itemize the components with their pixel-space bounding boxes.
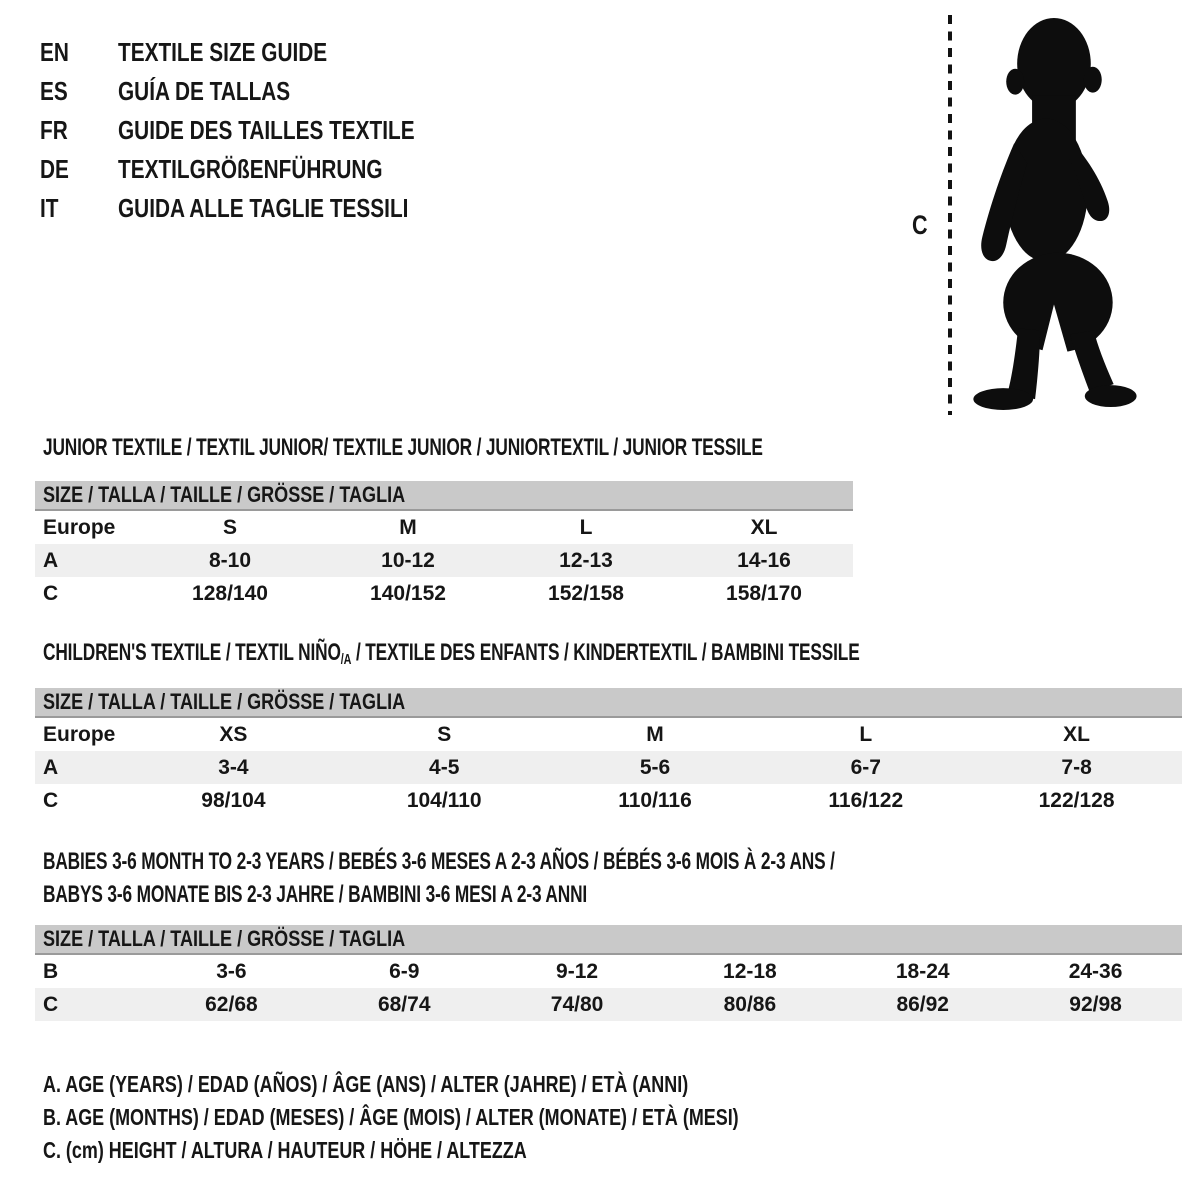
- height-measure-dashed-line: [948, 15, 952, 420]
- age-cell: 12-18: [723, 960, 777, 983]
- height-cell: 158/170: [726, 582, 802, 605]
- junior-section-title: JUNIOR TEXTILE / TEXTIL JUNIOR/ TEXTILE JUNIOR / JUNIORTEXTIL / JUNIOR TESSILE: [43, 434, 763, 461]
- legend-age-months: B. AGE (MONTHS) / EDAD (MESES) / ÂGE (MOIS) / ALTER (MONATE) / ETÀ (MESI): [43, 1104, 739, 1130]
- table-row-height: [35, 784, 1182, 817]
- size-cell: XS: [219, 723, 248, 746]
- age-cell: 3-4: [218, 756, 249, 779]
- children-size-table: [35, 688, 1182, 817]
- babies-section-title-line1: BABIES 3-6 MONTH TO 2-3 YEARS / BEBÉS 3-6 MESES A 2-3 AÑOS / BÉBÉS 3-6 MOIS À 2-3 ANS /: [43, 848, 835, 875]
- size-cell: S: [437, 723, 452, 746]
- lang-title-es: GUÍA DE TALLAS: [118, 76, 291, 106]
- age-cell: 8-10: [208, 549, 252, 572]
- height-cell: 62/68: [205, 993, 258, 1016]
- height-cell: 110/116: [618, 789, 692, 812]
- size-cell: M: [399, 516, 417, 539]
- table-row-height: [35, 577, 853, 610]
- age-cell: 6-9: [389, 960, 420, 983]
- size-cell: S: [222, 516, 237, 539]
- lang-title-en: TEXTILE SIZE GUIDE: [118, 37, 328, 67]
- height-cell: 116/122: [828, 789, 904, 812]
- height-cell: 92/98: [1069, 993, 1122, 1016]
- height-cell: 80/86: [723, 993, 777, 1016]
- children-section-title: CHILDREN'S TEXTILE / TEXTIL NIÑO/A / TEXTILE DES ENFANTS / KINDERTEXTIL / BAMBINI TESSILE: [43, 639, 860, 668]
- row-label: C: [43, 993, 59, 1016]
- age-cell: 3-6: [216, 960, 247, 983]
- size-cell: M: [646, 723, 664, 746]
- age-cell: 18-24: [895, 960, 950, 983]
- size-header-label: SIZE / TALLA / TAILLE / GRÖSSE / TAGLIA: [43, 926, 406, 951]
- table-row-age: [35, 544, 853, 577]
- lang-code-it: IT: [40, 193, 59, 223]
- height-cell: 86/92: [896, 993, 949, 1016]
- table-row-europe: [35, 718, 1182, 751]
- height-cell: 74/80: [550, 993, 604, 1016]
- age-cell: 4-5: [429, 756, 460, 779]
- lang-code-en: EN: [40, 37, 69, 67]
- row-label: C: [43, 582, 59, 605]
- height-cell: 98/104: [201, 789, 266, 812]
- row-label: B: [43, 960, 59, 983]
- row-label: A: [43, 549, 59, 572]
- baby-silhouette-icon: [958, 16, 1140, 419]
- row-label: C: [43, 789, 59, 812]
- table-row-age: [35, 751, 1182, 784]
- size-header-band: [35, 481, 853, 511]
- babies-size-table: [35, 925, 1182, 1021]
- nino-a-subscript: /A: [340, 651, 352, 668]
- age-cell: 6-7: [850, 756, 881, 779]
- junior-size-table: [35, 481, 853, 610]
- lang-code-es: ES: [40, 76, 68, 106]
- table-row-height: [35, 988, 1182, 1021]
- size-cell: XL: [1063, 723, 1090, 746]
- table-row-age-months: [35, 955, 1182, 988]
- height-cell: 68/74: [377, 993, 431, 1016]
- legend-age-years: A. AGE (YEARS) / EDAD (AÑOS) / ÂGE (ANS) / ALTER (JAHRE) / ETÀ (ANNI): [43, 1071, 689, 1097]
- height-cell: 104/110: [406, 789, 482, 812]
- size-cell: L: [859, 723, 873, 746]
- age-cell: 14-16: [737, 549, 791, 572]
- age-cell: 7-8: [1061, 756, 1092, 779]
- age-cell: 24-36: [1068, 960, 1123, 983]
- size-header-band: [35, 688, 1182, 718]
- age-cell: 10-12: [381, 549, 435, 572]
- size-header-label: SIZE / TALLA / TAILLE / GRÖSSE / TAGLIA: [43, 482, 406, 507]
- language-title-list: [40, 33, 489, 228]
- size-cell: XL: [750, 516, 778, 539]
- lang-row-en: [40, 33, 489, 72]
- lang-row-it: [40, 189, 489, 228]
- lang-title-it: GUIDA ALLE TAGLIE TESSILI: [118, 193, 409, 223]
- height-cell: 122/128: [1038, 789, 1115, 812]
- lang-title-de: TEXTILGRÖßENFÜHRUNG: [118, 154, 383, 184]
- babies-section-title-line2: BABYS 3-6 MONATE BIS 2-3 JAHRE / BAMBINI 3-6 MESI A 2-3 ANNI: [43, 881, 588, 908]
- lang-row-fr: [40, 111, 489, 150]
- lang-row-de: [40, 150, 489, 189]
- lang-code-fr: FR: [40, 115, 68, 145]
- size-header-band: [35, 925, 1182, 955]
- height-cell: 140/152: [370, 582, 446, 605]
- lang-code-de: DE: [40, 154, 69, 184]
- size-cell: L: [579, 516, 593, 539]
- lang-title-fr: GUIDE DES TAILLES TEXTILE: [118, 115, 415, 145]
- height-cell: 128/140: [192, 582, 268, 605]
- table-row-europe: [35, 511, 853, 544]
- legend-height-cm: C. (cm) HEIGHT / ALTURA / HAUTEUR / HÖHE / ALTEZZA: [43, 1137, 527, 1163]
- row-label: Europe: [43, 516, 116, 539]
- size-header-label: SIZE / TALLA / TAILLE / GRÖSSE / TAGLIA: [43, 689, 406, 714]
- lang-row-es: [40, 72, 489, 111]
- height-cell: 152/158: [548, 582, 624, 605]
- measure-label-c: C: [912, 210, 928, 240]
- row-label: Europe: [43, 723, 116, 746]
- row-label: A: [43, 756, 59, 779]
- age-cell: 12-13: [559, 549, 613, 572]
- age-cell: 5-6: [639, 756, 671, 779]
- age-cell: 9-12: [556, 960, 599, 983]
